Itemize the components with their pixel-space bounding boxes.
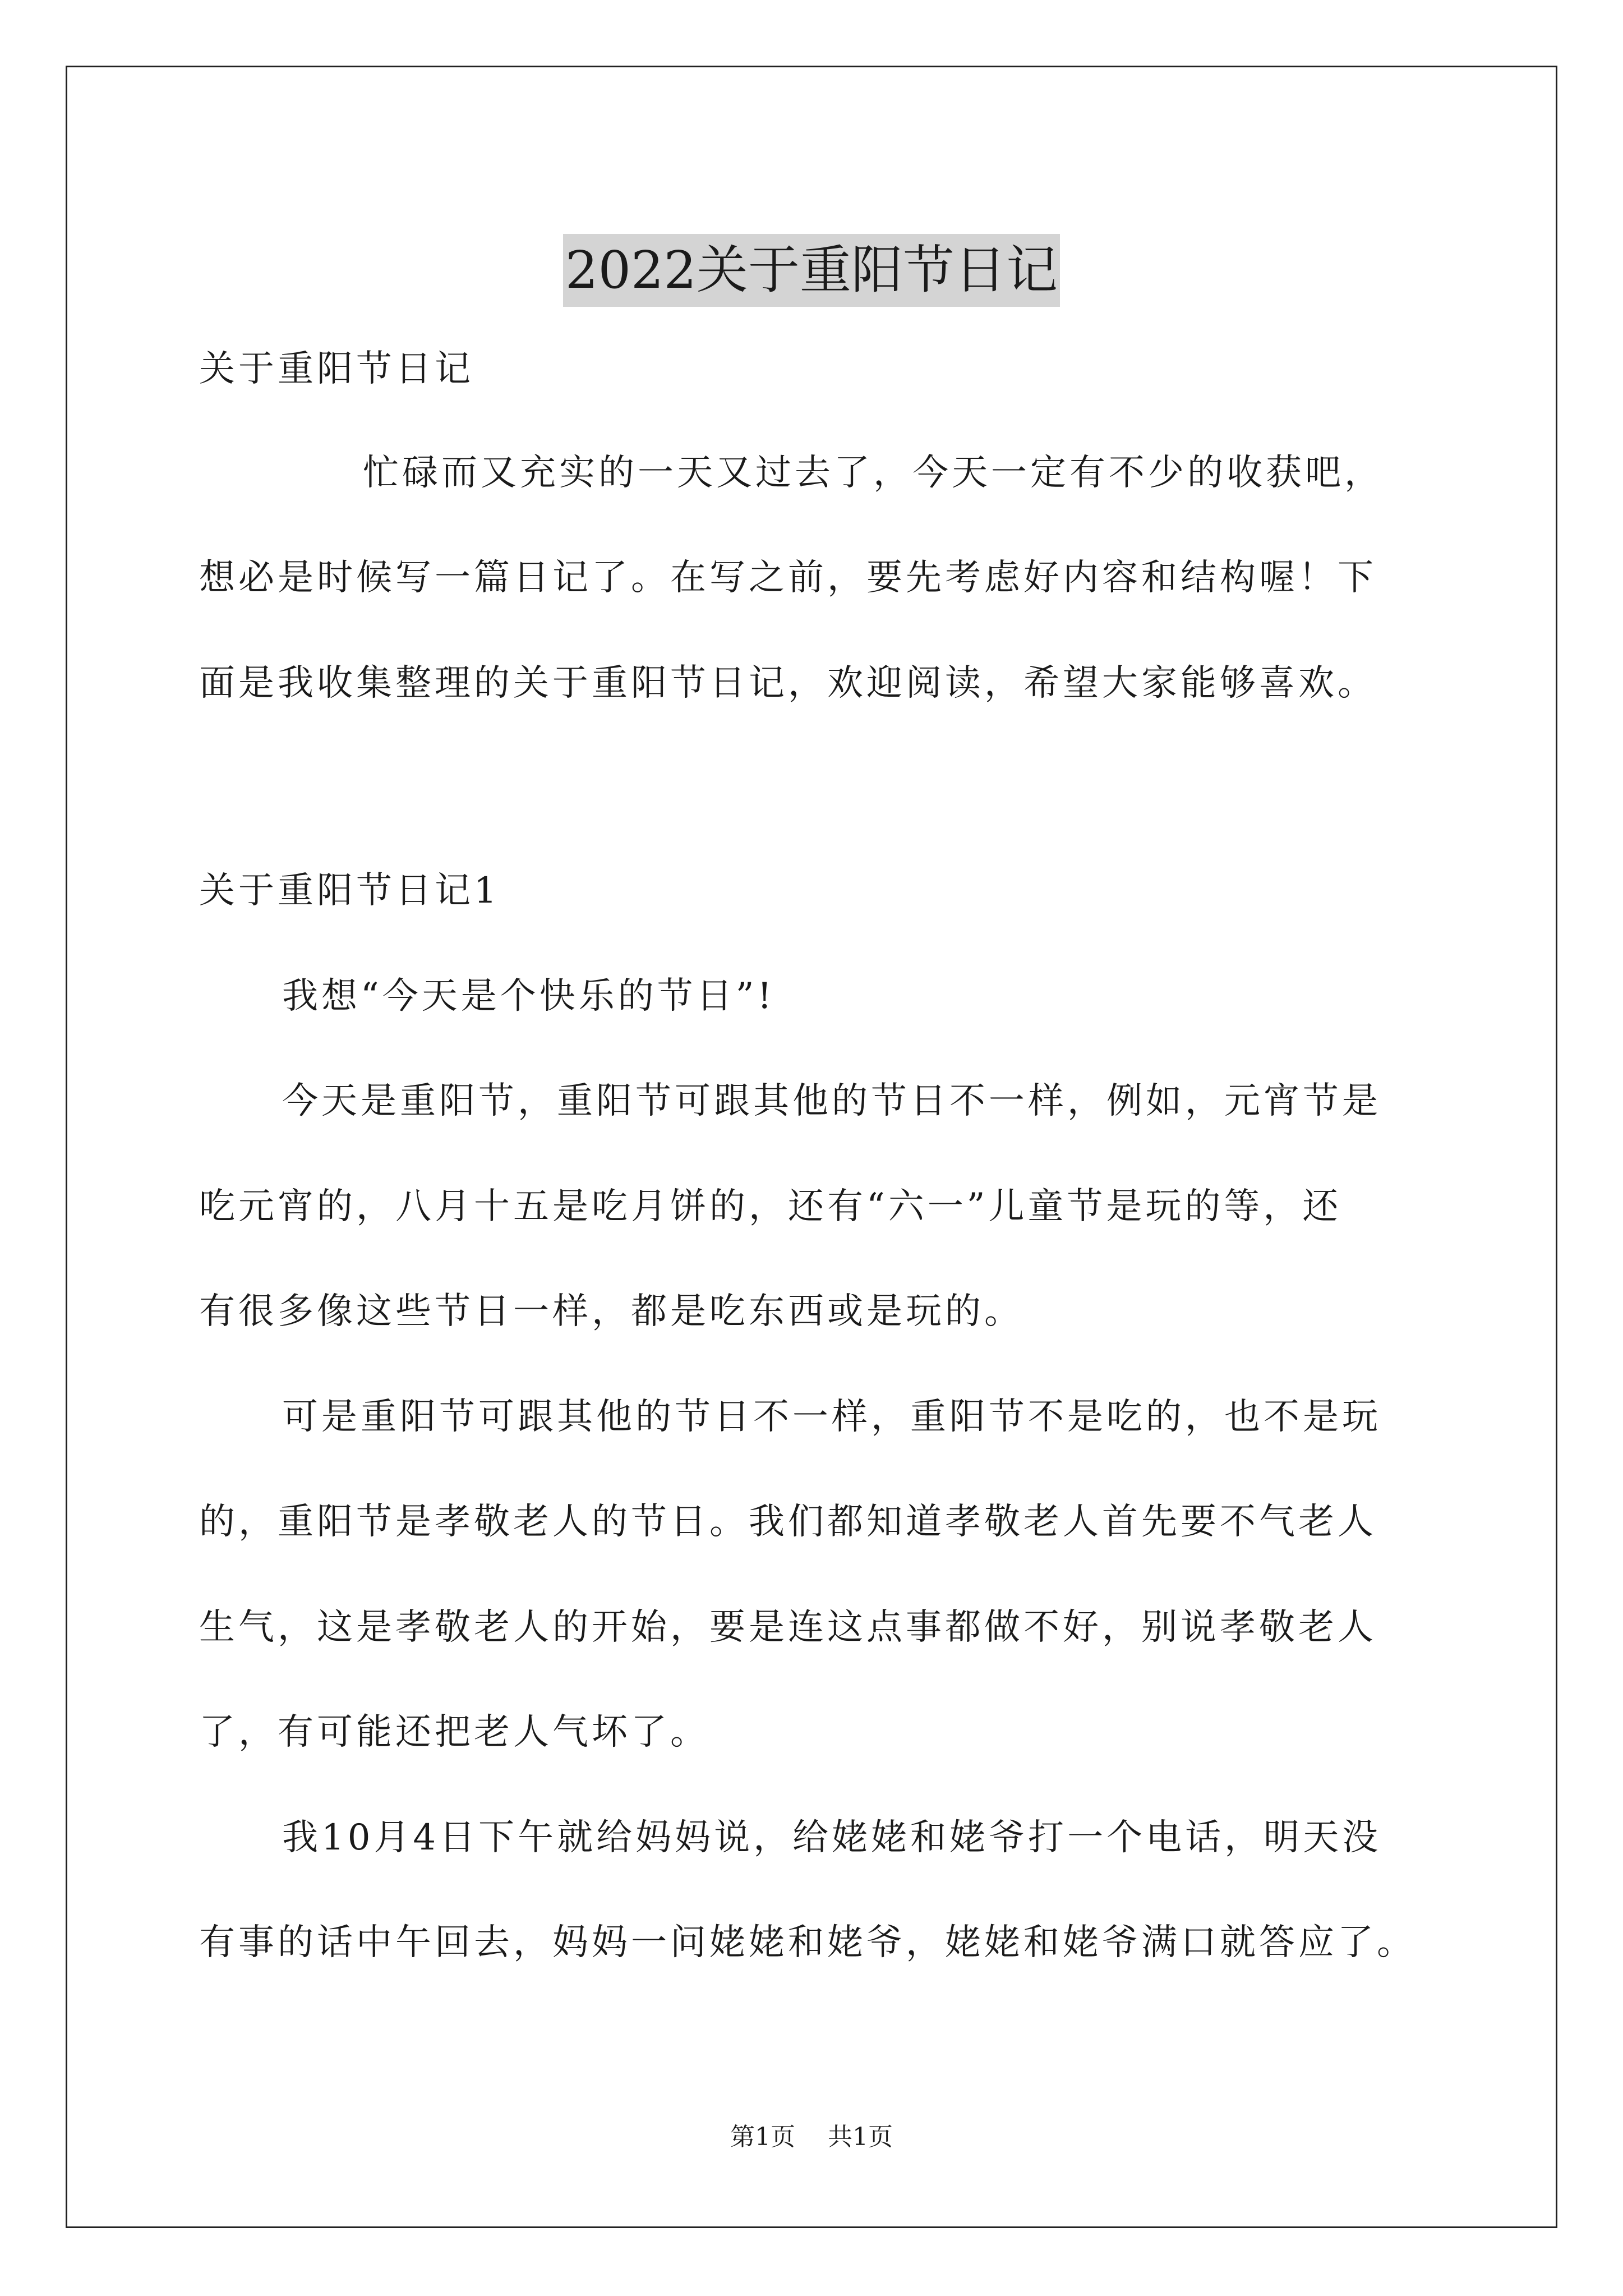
page-footer [0,2120,1623,2154]
page-number-total: 共1页 [828,2123,893,2151]
text-line: 有很多像这些节日一样，都是吃东西或是玩的。 [199,1291,1023,1332]
section-heading: 关于重阳节日记 [199,348,474,390]
document-title: 2022关于重阳节日记 [563,234,1060,307]
text-line: 吃元宵的，八月十五是吃月饼的，还有“六一”儿童节是玩的等，还 [199,1186,1342,1227]
text-line: 了，有可能还把老人气坏了。 [199,1711,709,1753]
text-line: 的，重阳节是孝敬老人的节日。我们都知道孝敬老人首先要不气老人 [199,1501,1377,1543]
text-line: 我想“今天是个快乐的节日”! [282,976,776,1017]
text-line: 可是重阳节可跟其他的节日不一样，重阳节不是吃的，也不是玩 [282,1396,1381,1438]
title-container [0,199,1623,341]
text-line: 忙碌而又充实的一天又过去了，今天一定有不少的收获吧， [363,452,1384,494]
page-number-current: 第1页 [730,2123,795,2151]
section-heading: 关于重阳节日记1 [199,870,500,912]
text-line: 面是我收集整理的关于重阳节日记，欢迎阅读，希望大家能够喜欢。 [199,662,1377,704]
text-line: 有事的话中午回去，妈妈一问姥姥和姥爷，姥姥和姥爷满口就答应了。 [199,1922,1416,1963]
text-line: 生气，这是孝敬老人的开始，要是连这点事都做不好，别说孝敬老人 [199,1607,1377,1648]
text-line: 想必是时候写一篇日记了。在写之前，要先考虑好内容和结构喔！下 [199,557,1377,599]
text-line: 我10月4日下午就给妈妈说，给姥姥和姥爷打一个电话，明天没 [282,1817,1382,1858]
text-line: 今天是重阳节，重阳节可跟其他的节日不一样，例如，元宵节是 [282,1080,1381,1122]
